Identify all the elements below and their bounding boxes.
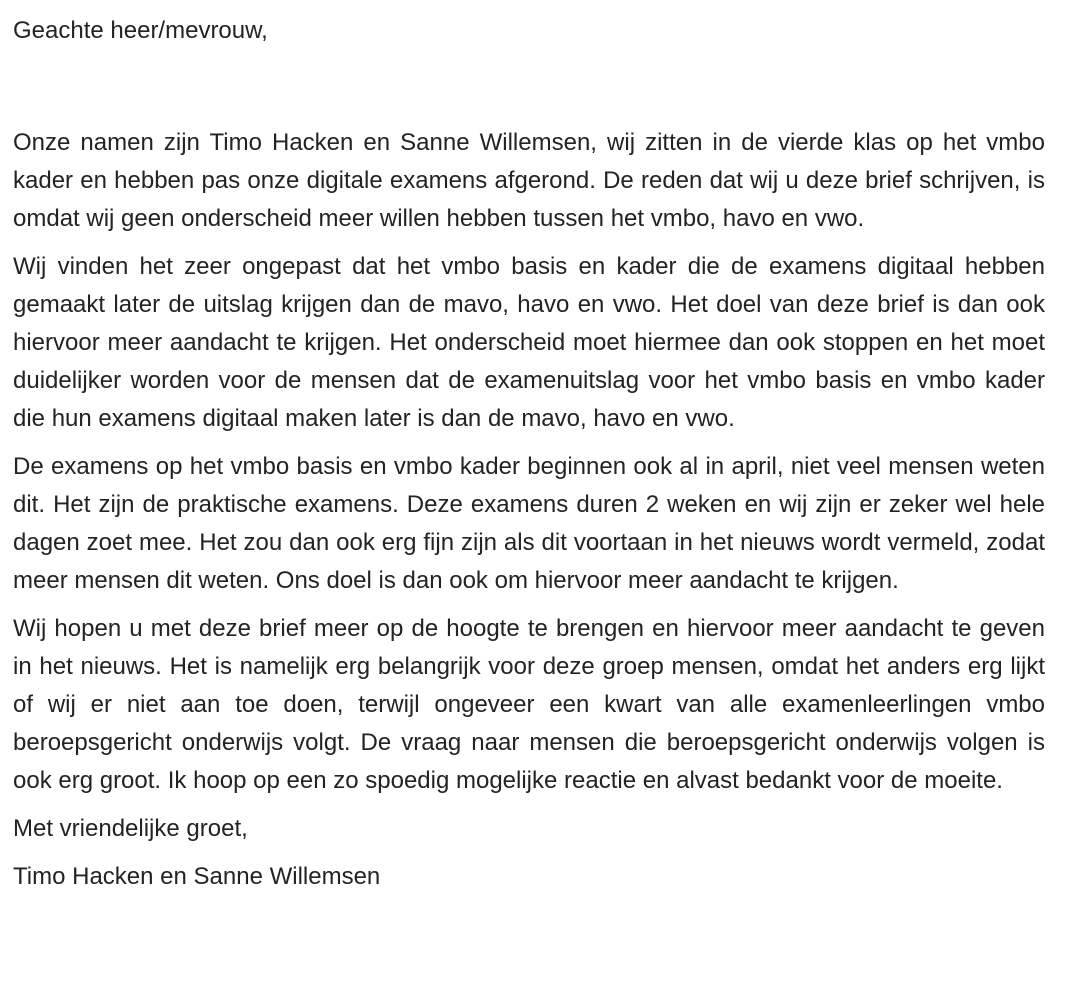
letter-closing: Met vriendelijke groet, [13,815,248,842]
letter-paragraph-appeal: Wij hopen u met deze brief meer op de hoogte te brengen en hiervoor meer aandacht te geven in het nieuws. Het is namelijk erg belangrijk voor deze groep mensen, omdat het anders erg lijkt of wij er niet aan toe doen, terwijl ongeveer een kwart van alle examenleerlingen vmbo beroepsgericht onderwijs volgt. De vraag naar mensen die beroepsgericht onderwijs volgen is ook erg groot. Ik hoop op een zo spoedig mogelijke reactie en alvast bedankt voor de moeite. [13,615,1045,794]
letter-signature: Timo Hacken en Sanne Willemsen [13,863,381,890]
letter-salutation: Geachte heer/mevrouw, [13,17,268,44]
letter-paragraph-exam-schedule: De examens op het vmbo basis en vmbo kader beginnen ook al in april, niet veel mensen weten dit. Het zijn de praktische examens. Deze examens duren 2 weken en wij zijn er zeker wel hele dagen zoet mee. Het zou dan ook erg fijn zijn als dit voortaan in het nieuws wordt vermeld, zodat meer mensen dit weten. Ons doel is dan ook om hiervoor meer aandacht te krijgen. [13,453,1045,594]
letter-paragraph-introduction: Onze namen zijn Timo Hacken en Sanne Willemsen, wij zitten in de vierde klas op het vmbo kader en hebben pas onze digitale examens afgerond. De reden dat wij u deze brief schrijven, is omdat wij geen onderscheid meer willen hebben tussen het vmbo, havo en vwo. [13,129,1045,232]
letter-paragraph-complaint: Wij vinden het zeer ongepast dat het vmbo basis en kader die de examens digitaal hebben gemaakt later de uitslag krijgen dan de mavo, havo en vwo. Het doel van deze brief is dan ook hiervoor meer aandacht te krijgen. Het onderscheid moet hiermee dan ook stoppen en het moet duidelijker worden voor de mensen dat de examenuitslag voor het vmbo basis en vmbo kader die hun examens digitaal maken later is dan de mavo, havo en vwo. [13,253,1045,432]
